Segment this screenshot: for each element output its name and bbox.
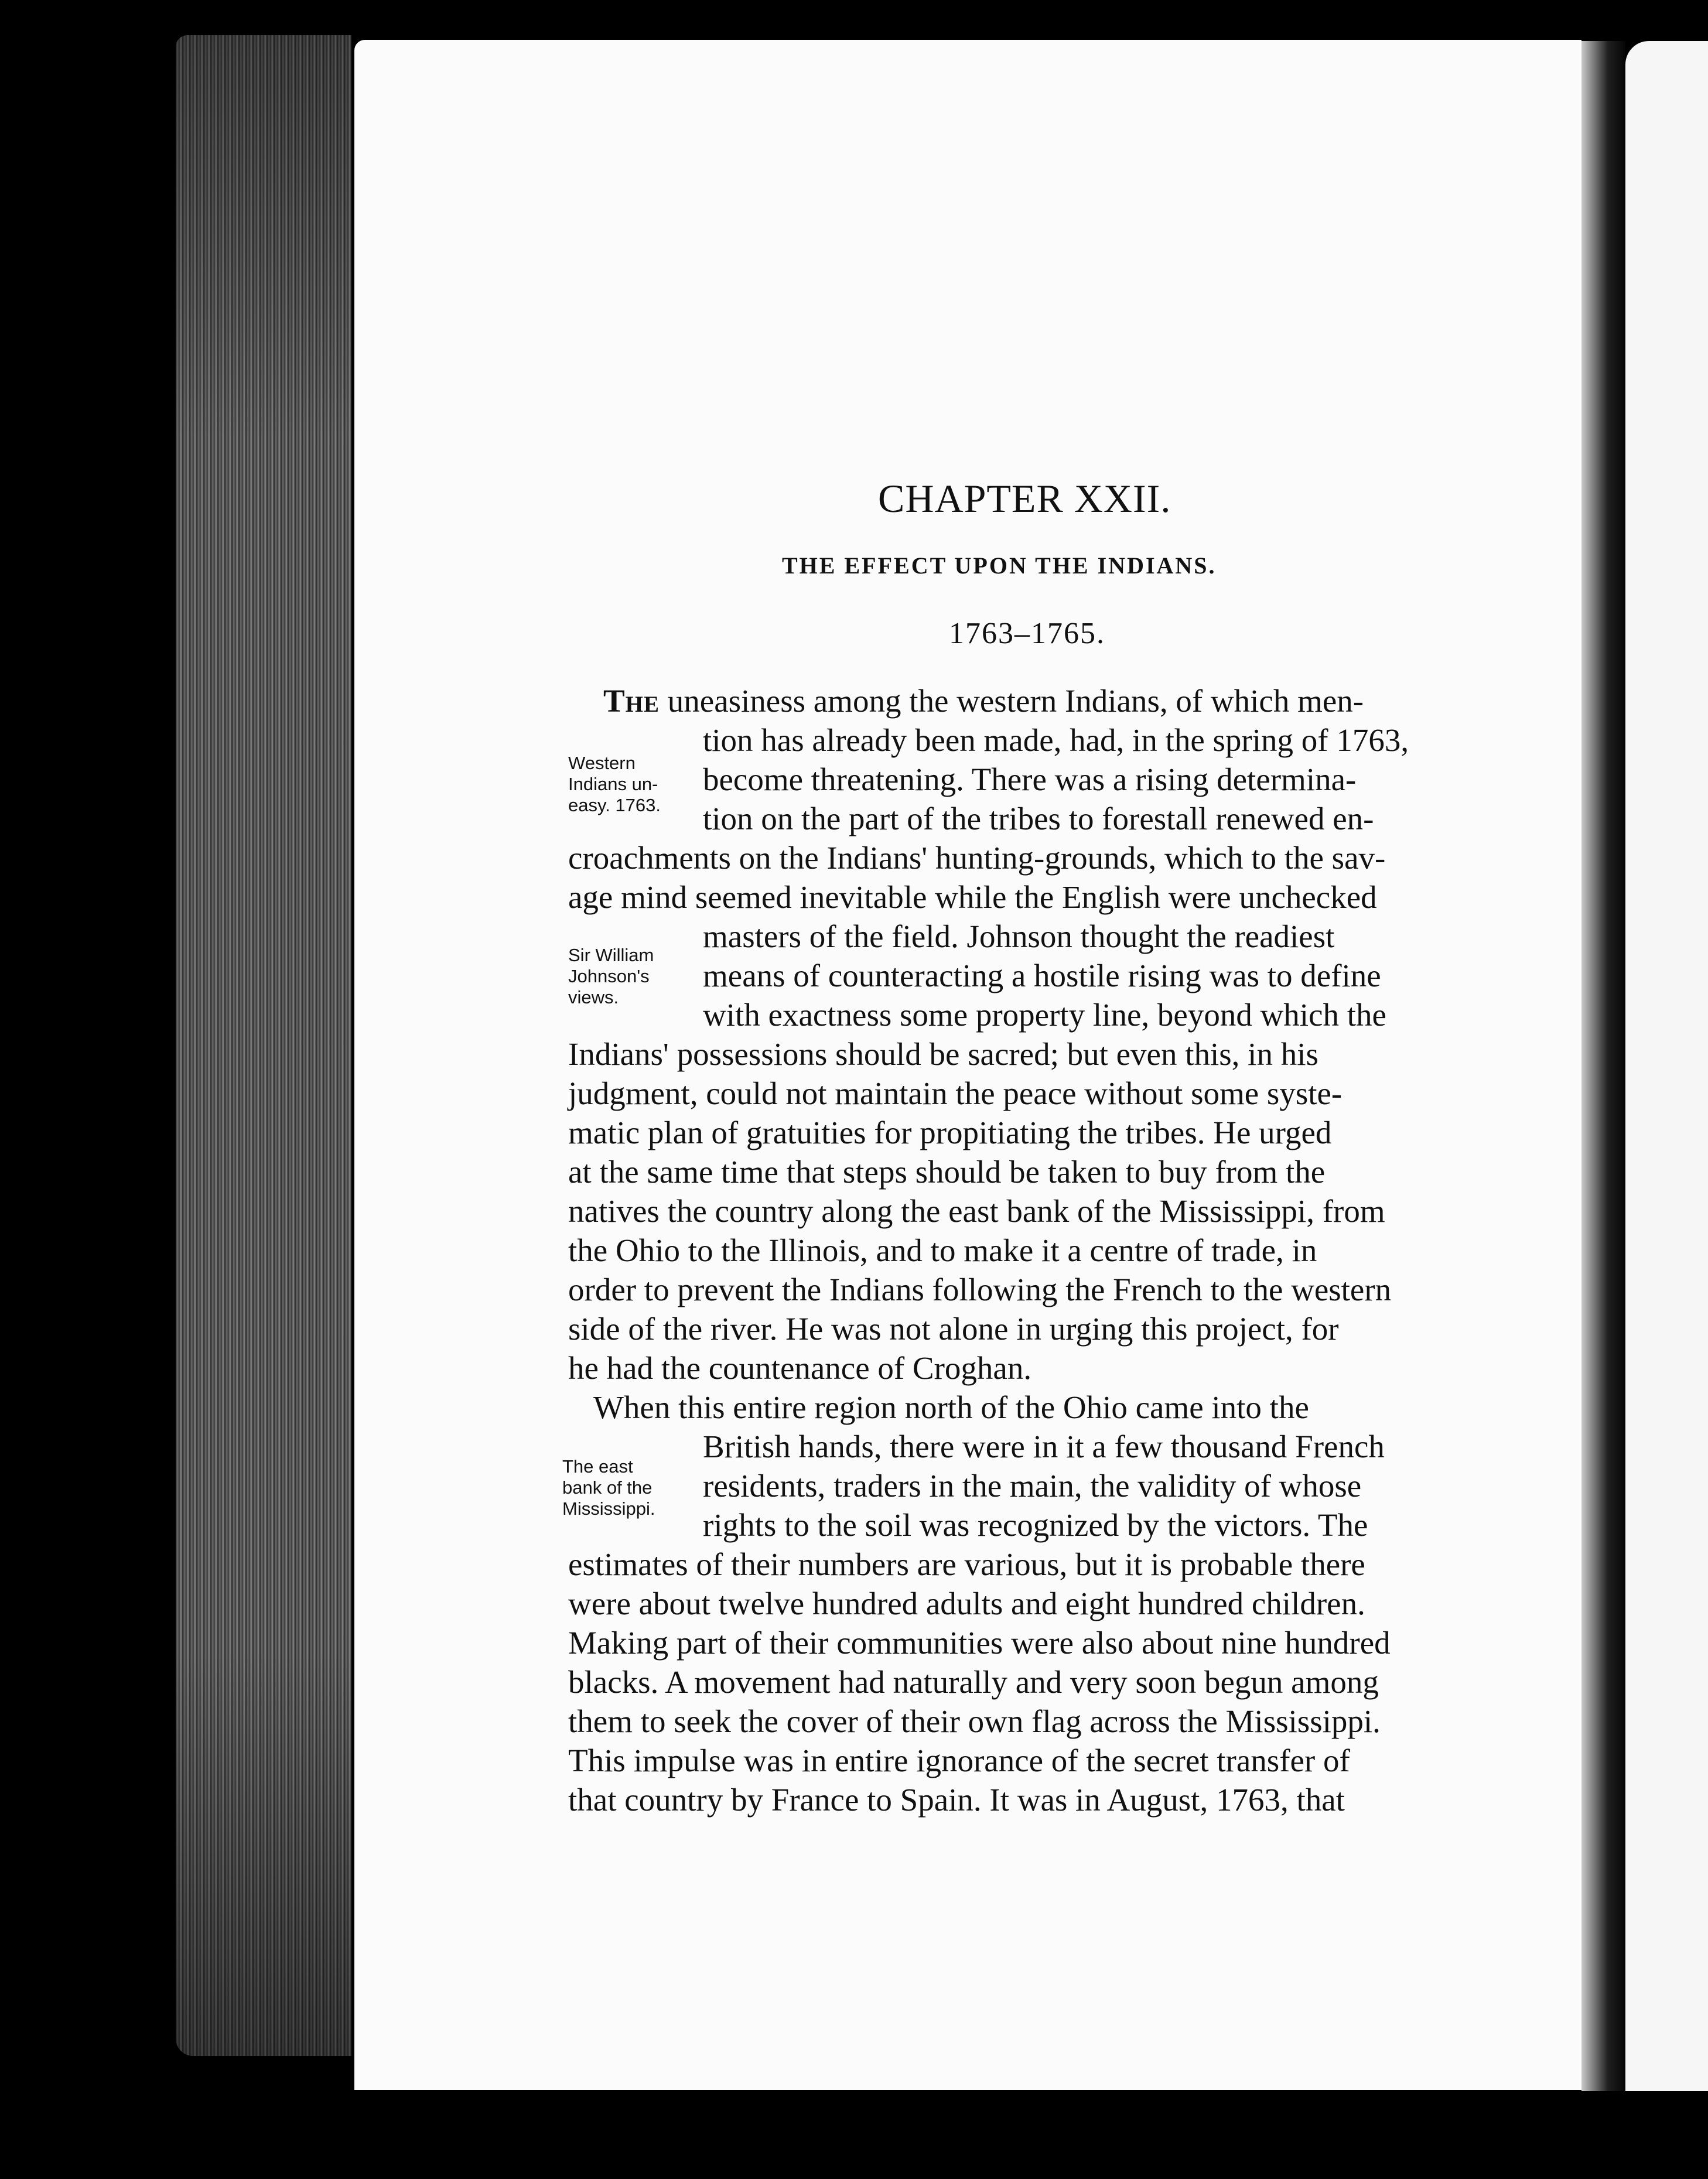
margin-note-line: The east bbox=[562, 1456, 633, 1477]
body-line: When this entire region north of the Ohio came into the bbox=[593, 1389, 1309, 1425]
chapter-years: 1763–1765. bbox=[949, 617, 1105, 650]
margin-note-east-bank bbox=[562, 1456, 655, 1519]
margin-note-line: Johnson's bbox=[568, 966, 650, 986]
margin-note-line: Western bbox=[568, 753, 636, 773]
body-line: croachments on the Indians' hunting-grounds, which to the sav- bbox=[568, 840, 1386, 876]
margin-note-line: views. bbox=[568, 987, 619, 1007]
body-line: the Ohio to the Illinois, and to make it a centre of trade, in bbox=[568, 1232, 1317, 1268]
body-line: means of counteracting a hostile rising was to define bbox=[703, 958, 1381, 993]
body-line: tion has already been made, had, in the spring of 1763, bbox=[703, 722, 1409, 758]
drop-word: The bbox=[603, 683, 660, 719]
body-line: judgment, could not maintain the peace without some syste- bbox=[568, 1075, 1343, 1111]
body-line: at the same time that steps should be taken to buy from the bbox=[568, 1154, 1326, 1190]
body-line: Indians' possessions should be sacred; but even this, in his bbox=[568, 1036, 1318, 1072]
body-line: masters of the field. Johnson thought the readiest bbox=[703, 918, 1335, 954]
body-line: age mind seemed inevitable while the English were unchecked bbox=[568, 879, 1377, 915]
body-line: order to prevent the Indians following the French to the western bbox=[568, 1272, 1392, 1307]
body-line bbox=[603, 682, 1364, 719]
body-line: British hands, there were in it a few thousand French bbox=[703, 1429, 1385, 1464]
chapter-number: CHAPTER XXII. bbox=[878, 476, 1171, 521]
body-line: This impulse was in entire ignorance of the secret transfer of bbox=[568, 1743, 1350, 1778]
book-gutter bbox=[1581, 41, 1625, 2091]
book-page-edge bbox=[176, 35, 351, 2056]
margin-note-johnson-views bbox=[568, 945, 654, 1008]
body-line: residents, traders in the main, the validity of whose bbox=[703, 1468, 1362, 1504]
chapter-title: THE EFFECT UPON THE INDIANS. bbox=[782, 552, 1217, 579]
body-line: blacks. A movement had naturally and very soon begun among bbox=[568, 1664, 1379, 1700]
body-line: matic plan of gratuities for propitiating the tribes. He urged bbox=[568, 1115, 1332, 1150]
margin-note-western-indians bbox=[568, 753, 661, 816]
body-line: tion on the part of the tribes to forestall renewed en- bbox=[703, 801, 1374, 836]
body-line: become threatening. There was a rising determina- bbox=[703, 761, 1357, 797]
margin-note-line: easy. 1763. bbox=[568, 795, 661, 815]
margin-note-line: Mississippi. bbox=[562, 1498, 655, 1519]
body-line: that country by France to Spain. It was in August, 1763, that bbox=[568, 1782, 1345, 1818]
margin-note-line: Indians un- bbox=[568, 774, 658, 794]
body-line: with exactness some property line, beyond which the bbox=[703, 997, 1386, 1033]
body-line: he had the countenance of Croghan. bbox=[568, 1350, 1032, 1386]
body-line: rights to the soil was recognized by the victors. The bbox=[703, 1507, 1368, 1543]
body-line-text: uneasiness among the western Indians, of which men- bbox=[660, 683, 1364, 719]
body-line: estimates of their numbers are various, but it is probable there bbox=[568, 1546, 1365, 1582]
body-line: side of the river. He was not alone in urging this project, for bbox=[568, 1311, 1339, 1347]
margin-note-line: bank of the bbox=[562, 1477, 653, 1498]
body-line: Making part of their communities were also about nine hundred bbox=[568, 1625, 1391, 1661]
body-line: them to seek the cover of their own flag across the Mississippi. bbox=[568, 1703, 1381, 1739]
body-line: natives the country along the east bank of the Mississippi, from bbox=[568, 1193, 1385, 1229]
facing-page bbox=[1625, 41, 1708, 2091]
margin-note-line: Sir William bbox=[568, 945, 654, 965]
body-line: were about twelve hundred adults and eight hundred children. bbox=[568, 1586, 1365, 1621]
